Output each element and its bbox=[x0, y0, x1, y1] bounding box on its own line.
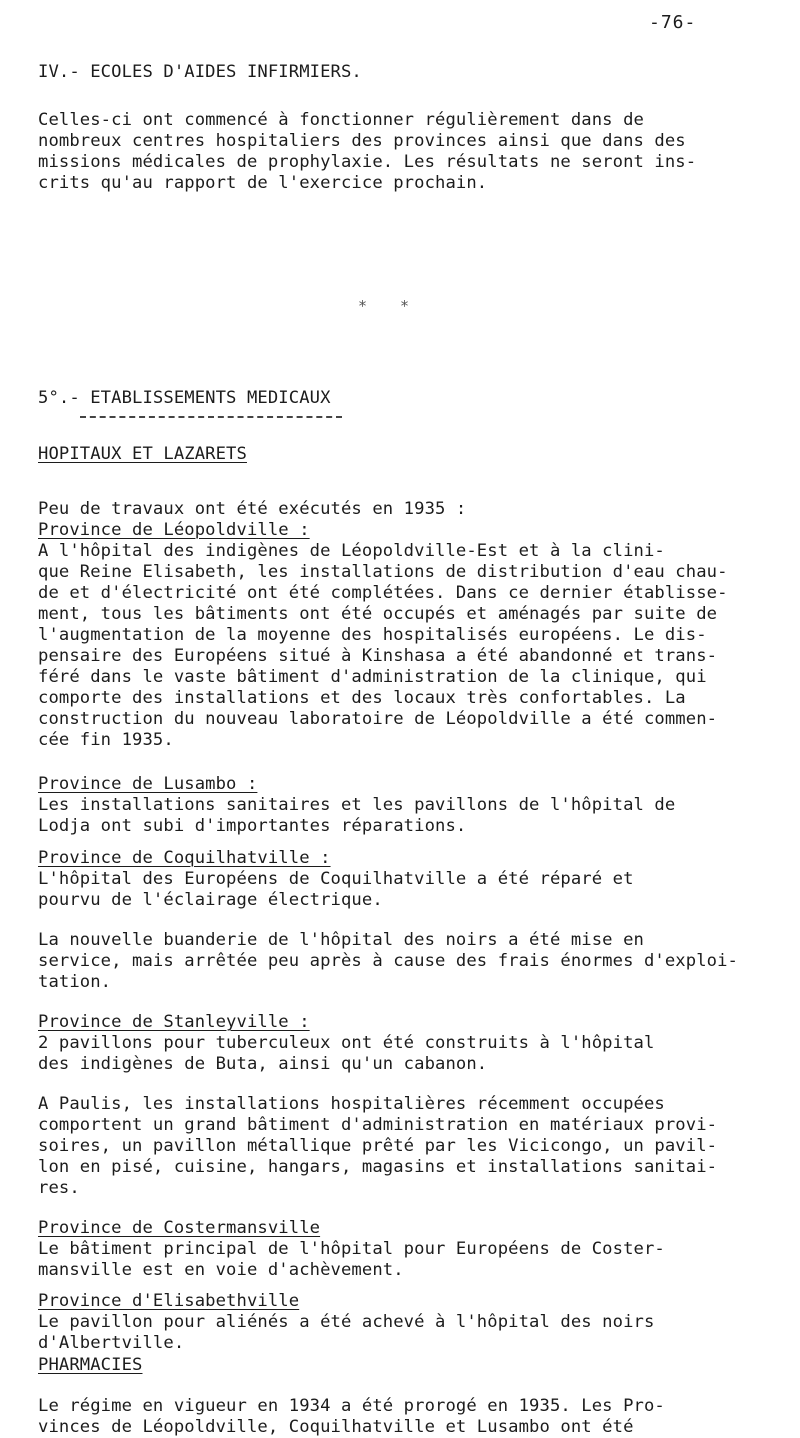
text-line: 2 pavillons pour tuberculeux ont été construits à l'hôpital bbox=[38, 1033, 655, 1053]
text-line: Le pavillon pour aliénés a été achevé à l'hôpital des noirs bbox=[38, 1312, 655, 1332]
text-line: soires, un pavillon métallique prêté par les Vicicongo, un pavil- bbox=[38, 1136, 718, 1156]
text-line: de et d'électricité ont été complétées. Dans ce dernier établisse- bbox=[38, 583, 728, 603]
text-line: L'hôpital des Européens de Coquilhatville a été réparé et bbox=[38, 869, 634, 889]
text-line: comporte des installations et des locaux très confortables. La bbox=[38, 688, 686, 708]
text-line: Lodja ont subi d'importantes réparations. bbox=[38, 816, 467, 836]
text-line: La nouvelle buanderie de l'hôpital des noirs a été mise en bbox=[38, 930, 644, 950]
text-line: que Reine Elisabeth, les installations de distribution d'eau chau- bbox=[38, 562, 728, 582]
text-line: l'augmentation de la moyenne des hospitalisés européens. Le dis- bbox=[38, 625, 707, 645]
province-heading: Province de Costermansville bbox=[38, 1218, 321, 1238]
text-line: tation. bbox=[38, 972, 112, 992]
leopoldville-block bbox=[38, 499, 778, 751]
section-heading: PHARMACIES bbox=[38, 1355, 143, 1375]
etablissements-heading-block bbox=[38, 388, 778, 409]
section-ecoles bbox=[38, 62, 778, 83]
elisabethville-block bbox=[38, 1291, 778, 1354]
lusambo-block bbox=[38, 774, 778, 837]
text-line: construction du nouveau laboratoire de Léopoldville a été commen- bbox=[38, 709, 718, 729]
section-heading: IV.- ECOLES D'AIDES INFIRMIERS. bbox=[38, 62, 362, 82]
subheading: HOPITAUX ET LAZARETS bbox=[38, 444, 247, 464]
text-line: ment, tous les bâtiments ont été occupés et aménagés par suite de bbox=[38, 604, 718, 624]
text-line: crits qu'au rapport de l'exercice prochain. bbox=[38, 173, 488, 193]
text-line: mansville est en voie d'achèvement. bbox=[38, 1260, 404, 1280]
costermansville-block bbox=[38, 1218, 778, 1281]
coquilhatville-paragraph-2 bbox=[38, 930, 778, 993]
section-heading: 5°.- ETABLISSEMENTS MEDICAUX bbox=[38, 388, 331, 408]
text-line: A Paulis, les installations hospitalières récemment occupées bbox=[38, 1094, 665, 1114]
province-heading: Province de Léopoldville : bbox=[38, 520, 310, 540]
text-line: féré dans le vaste bâtiment d'administration de la clinique, qui bbox=[38, 667, 707, 687]
subheading-block bbox=[38, 444, 778, 465]
ecoles-paragraph bbox=[38, 110, 778, 194]
text-line: vinces de Léopoldville, Coquilhatville et Lusambo ont été bbox=[38, 1417, 634, 1437]
text-line: d'Albertville. bbox=[38, 1333, 185, 1353]
stanleyville-paragraph-2 bbox=[38, 1094, 778, 1199]
text-line: A l'hôpital des indigènes de Léopoldville-Est et à la clini- bbox=[38, 541, 665, 561]
dashed-rule bbox=[80, 416, 342, 418]
text-line: res. bbox=[38, 1178, 80, 1198]
text-line: pourvu de l'éclairage électrique. bbox=[38, 890, 383, 910]
page-number: -76- bbox=[649, 12, 697, 33]
province-heading: Province de Stanleyville : bbox=[38, 1012, 310, 1032]
coquilhatville-block bbox=[38, 848, 778, 911]
intro-line: Peu de travaux ont été exécutés en 1935 : bbox=[38, 499, 467, 519]
province-heading: Province de Lusambo : bbox=[38, 774, 258, 794]
text-line: Le régime en vigueur en 1934 a été prorogé en 1935. Les Pro- bbox=[38, 1396, 665, 1416]
text-line: pensaire des Européens situé à Kinshasa a été abandonné et trans- bbox=[38, 646, 718, 666]
text-line: comportent un grand bâtiment d'administration en matériaux provi- bbox=[38, 1115, 718, 1135]
text-line: missions médicales de prophylaxie. Les résultats ne seront ins- bbox=[38, 152, 697, 172]
text-line: nombreux centres hospitaliers des provinces ainsi que dans des bbox=[38, 131, 686, 151]
text-line: service, mais arrêtée peu après à cause des frais énormes d'exploi- bbox=[38, 951, 738, 971]
province-heading: Province d'Elisabethville bbox=[38, 1291, 300, 1311]
text-line: cée fin 1935. bbox=[38, 730, 174, 750]
text-line: des indigènes de Buta, ainsi qu'un cabanon. bbox=[38, 1054, 488, 1074]
text-line: Le bâtiment principal de l'hôpital pour Européens de Coster- bbox=[38, 1239, 665, 1259]
province-heading: Province de Coquilhatville : bbox=[38, 848, 331, 868]
pharmacies-block bbox=[38, 1355, 778, 1376]
text-line: Les installations sanitaires et les pavillons de l'hôpital de bbox=[38, 795, 676, 815]
separator-asterisks: * * bbox=[358, 297, 422, 315]
pharmacies-paragraph bbox=[38, 1396, 778, 1438]
stanleyville-block bbox=[38, 1012, 778, 1075]
text-line: Celles-ci ont commencé à fonctionner régulièrement dans de bbox=[38, 110, 644, 130]
text-line: lon en pisé, cuisine, hangars, magasins et installations sanitai- bbox=[38, 1157, 718, 1177]
